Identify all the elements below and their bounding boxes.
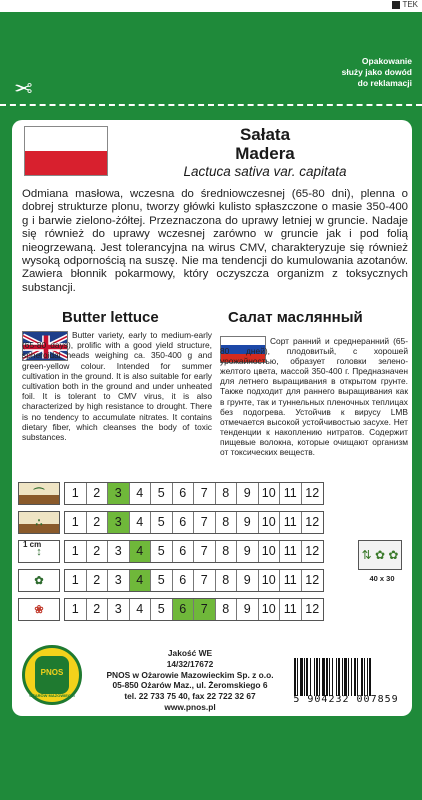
month-cell: 8 — [216, 512, 238, 533]
month-cell: 12 — [302, 599, 324, 620]
month-cell: 2 — [87, 541, 109, 562]
barcode-bar — [367, 658, 368, 696]
barcode-bar — [332, 658, 333, 696]
month-cell: 3 — [108, 541, 130, 562]
month-cell: 8 — [216, 483, 238, 504]
barcode-bar — [348, 658, 349, 696]
month-cell: 9 — [237, 512, 259, 533]
month-cell: 3 — [108, 570, 130, 591]
barcode-bar — [294, 658, 296, 696]
barcode-bar — [369, 658, 371, 696]
month-cell: 6 — [173, 512, 195, 533]
month-cell: 8 — [216, 570, 238, 591]
company-address: 05-850 Ożarów Maz., ul. Żeromskiego 6 — [112, 680, 268, 691]
month-cell: 6 — [173, 541, 195, 562]
description-russian: Сорт ранний и среднеранний (65-80 дней), плодовитый, с хорошей урожайностью, образует головки зелено-желтого цвета, массой 350-400 г. Предназначен для летнего выращивания в открытом грунте. Также подходит для раннего выращивания как в грунте, так и туннельных пленочных теплицах без подогрева. Устойчив к вирусу LMB отмечается высокой устойчивостью засухе. Нет тенденции к накоплению нитратов. Содержит пищевые волокна, которые очищают организм от токсических веществ. — [220, 336, 408, 458]
description-english: Butter variety, early to medium-early (65-80 days), prolific with a good yield structure, spheroidal heads weighing ca. 350-400 g and green-yellow colour. Intended for summer cultivation in the ground. It is also suitable for early cultivation both in the ground and under unheated foil. It is tolerant to CMV virus, it is also characterized by high resistance to drought. There is no tendency to accumulate nitrates. It contains dietary fiber, which cleanses the body of toxic substances. — [22, 330, 212, 443]
month-cell: 5 — [151, 483, 173, 504]
month-cell: 1 — [65, 512, 87, 533]
month-cell: 4 — [130, 570, 152, 591]
month-cell: 11 — [280, 599, 302, 620]
month-cell: 4 — [130, 483, 152, 504]
month-cell: 10 — [259, 483, 281, 504]
sowing-calendar — [18, 482, 348, 627]
month-cell: 9 — [237, 599, 259, 620]
month-cell: 7 — [194, 541, 216, 562]
calendar-row — [18, 598, 348, 621]
month-cell: 9 — [237, 570, 259, 591]
latin-name: Lactuca sativa var. capitata — [183, 164, 347, 179]
brand-mark-label: TEK — [402, 0, 418, 9]
month-cell: 9 — [237, 483, 259, 504]
greenhouse-sowing-icon: ⌒ — [18, 482, 60, 505]
barcode-bar — [329, 658, 330, 696]
month-cell: 6 — [173, 599, 195, 620]
month-cell: 3 — [108, 599, 130, 620]
month-cell: 8 — [216, 541, 238, 562]
calendar-row — [18, 511, 348, 534]
complaint-note-line: do reklamacji — [357, 78, 412, 88]
month-cell: 4 — [130, 512, 152, 533]
logo-text: PNOS — [40, 668, 64, 677]
logo-ring-text: OŻARÓW MAZOWIECKI — [29, 693, 75, 698]
company-name: PNOS w Ożarowie Mazowieckim Sp. z o.o. — [106, 669, 274, 680]
month-cell: 7 — [194, 570, 216, 591]
plant-spacing-label: 40 x 30 — [369, 574, 395, 583]
calendar-row — [18, 569, 348, 592]
complaint-note — [322, 56, 412, 89]
month-cell: 2 — [87, 512, 109, 533]
barcode-bar — [351, 658, 352, 696]
barcode-number: 5 904232 007859 — [293, 694, 399, 705]
month-strip — [64, 511, 324, 534]
month-cell: 2 — [87, 570, 109, 591]
month-cell: 7 — [194, 483, 216, 504]
company-website: www.pnos.pl — [164, 701, 216, 712]
barcode-bar — [326, 658, 328, 696]
sowing-depth-icon: ↕ — [18, 540, 60, 563]
month-cell: 1 — [65, 483, 87, 504]
english-heading: Butter lettuce — [62, 309, 159, 326]
month-strip — [64, 598, 324, 621]
barcode-bar — [344, 658, 347, 696]
month-cell: 4 — [130, 541, 152, 562]
month-cell: 10 — [259, 512, 281, 533]
barcode-bar — [342, 658, 343, 696]
month-cell: 6 — [173, 483, 195, 504]
month-cell: 12 — [302, 570, 324, 591]
russian-heading: Салат маслянный — [228, 309, 363, 326]
lot-code: 14/32/17672 — [166, 658, 214, 669]
month-strip — [64, 482, 324, 505]
barcode-bar — [297, 658, 298, 696]
quality-label: Jakość WE — [167, 648, 213, 658]
month-cell: 1 — [65, 541, 87, 562]
month-cell: 11 — [280, 541, 302, 562]
month-cell: 7 — [194, 599, 216, 620]
company-info — [90, 648, 290, 713]
barcode-bar — [364, 658, 365, 696]
calendar-row — [18, 482, 348, 505]
top-strip — [0, 0, 422, 12]
barcode-bar — [322, 658, 325, 696]
month-cell: 10 — [259, 599, 281, 620]
barcode-bar — [357, 658, 358, 696]
calendar-row — [18, 540, 348, 563]
harvest-icon: ❀ — [18, 598, 60, 621]
seedbed-icon: ∴ — [18, 511, 60, 534]
month-cell: 11 — [280, 512, 302, 533]
month-cell: 10 — [259, 541, 281, 562]
barcode-bar — [361, 658, 363, 696]
month-cell: 12 — [302, 541, 324, 562]
month-cell: 6 — [173, 570, 195, 591]
month-cell: 12 — [302, 512, 324, 533]
month-cell: 5 — [151, 541, 173, 562]
barcode-bar — [310, 658, 311, 696]
month-cell: 2 — [87, 483, 109, 504]
barcode-bar — [304, 658, 305, 696]
month-cell: 5 — [151, 599, 173, 620]
barcode-bar — [306, 658, 308, 696]
month-cell: 7 — [194, 512, 216, 533]
month-cell: 9 — [237, 541, 259, 562]
brand-mark-icon — [392, 1, 400, 9]
pnos-logo — [22, 645, 82, 705]
month-cell: 3 — [108, 512, 130, 533]
month-strip — [64, 540, 324, 563]
variety-name: Madera — [235, 144, 295, 163]
poland-flag-icon — [24, 126, 108, 176]
plant-spacing-icon: ⇅ ✿ ✿ — [358, 540, 402, 570]
month-cell: 10 — [259, 570, 281, 591]
company-phone: tel. 22 733 75 40, fax 22 722 32 67 — [124, 691, 256, 702]
complaint-note-line: służy jako dowód — [341, 67, 412, 77]
barcode-bar — [336, 658, 337, 696]
barcode — [292, 658, 402, 696]
month-cell: 8 — [216, 599, 238, 620]
month-cell: 5 — [151, 512, 173, 533]
complaint-note-line: Opakowanie — [361, 56, 412, 66]
month-cell: 2 — [87, 599, 109, 620]
month-cell: 3 — [108, 483, 130, 504]
barcode-bar — [354, 658, 356, 696]
sowing-depth-label: 1 cm — [23, 540, 42, 549]
barcode-bar — [338, 658, 340, 696]
description-polish: Odmiana masłowa, wczesna do średniowczesnej (65-80 dni), plenna o dobrej strukturze plonu, tworzy główki kulisto spłaszczone o masie 350-400 g i barwie zielono-żółtej. Przeznaczona do uprawy letniej w gruncie. Nadaje się również do uprawy wczesnej zarówno w gruncie jak i pod folią nieogrzewaną. Jest tolerancyjna na wirus CMV, charakteryzuje się również wysoką odpornością na suszę. Nie ma tendencji do kumulowania azotanów. Zawiera błonnik pokarmowy, który oczyszcza organizm z toksycznych substancji. — [22, 188, 408, 294]
month-cell: 5 — [151, 570, 173, 591]
cut-line — [0, 104, 422, 106]
barcode-bar — [319, 658, 320, 696]
month-cell: 11 — [280, 483, 302, 504]
brand-mark — [392, 0, 418, 9]
month-cell: 12 — [302, 483, 324, 504]
product-title-line1: Sałata — [239, 125, 291, 144]
month-cell: 1 — [65, 570, 87, 591]
product-title — [120, 125, 410, 180]
planting-out-icon: ✿ — [18, 569, 60, 592]
scissors-icon: ✂ — [14, 75, 33, 100]
barcode-bar — [314, 658, 315, 696]
barcode-bar — [316, 658, 318, 696]
month-strip — [64, 569, 324, 592]
barcode-bar — [300, 658, 303, 696]
month-cell: 1 — [65, 599, 87, 620]
month-cell: 11 — [280, 570, 302, 591]
month-cell: 4 — [130, 599, 152, 620]
